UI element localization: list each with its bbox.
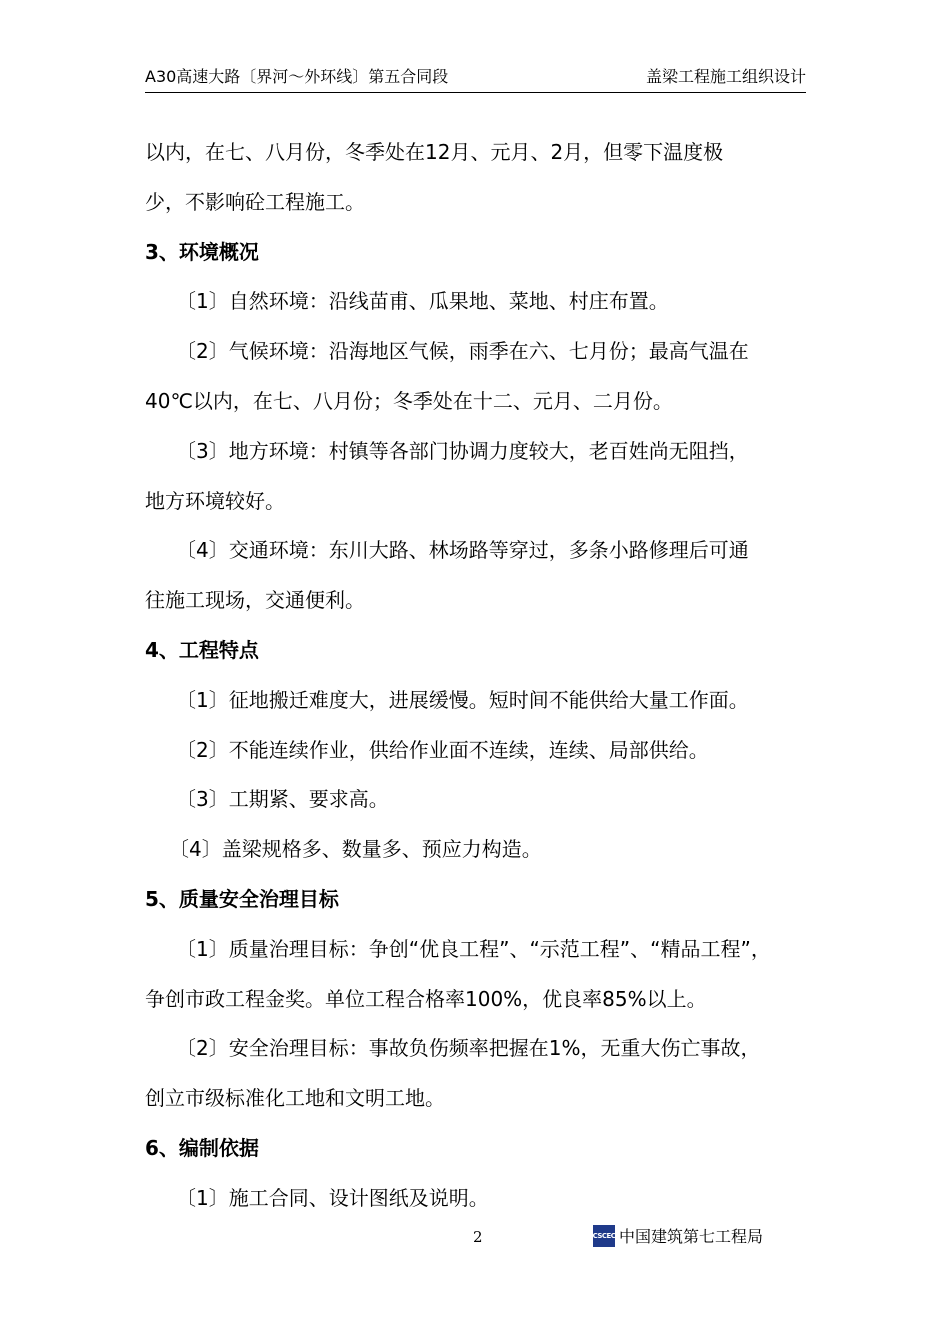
list-item: 〔4〕交通环境：东川大路、林场路等穿过，多条小路修理后可通: [176, 538, 749, 563]
company-logo-icon: CSCEC: [593, 1225, 615, 1247]
page-number: 2: [473, 1228, 483, 1246]
list-item: 〔1〕征地搬迁难度大，进展缓慢。短时间不能供给大量工作面。: [176, 687, 749, 712]
list-item: 〔1〕自然环境：沿线苗甫、瓜果地、菜地、村庄布置。: [176, 289, 669, 314]
list-item: 〔3〕地方环境：村镇等各部门协调力度较大，老百姓尚无阻挡，: [176, 438, 749, 463]
paragraph-line: 往施工现场，交通便利。: [145, 588, 365, 613]
header-project-title: A30高速大路〔界河～外环线〕第五合同段: [145, 67, 449, 86]
paragraph-line: 争创市政工程金奖。单位工程合格率100%，优良率85%以上。: [145, 986, 707, 1011]
company-name: 中国建筑第七工程局: [619, 1227, 764, 1246]
list-item: 〔1〕质量治理目标：争创“优良工程”、“示范工程”、“精品工程”，: [176, 936, 771, 961]
section-heading: 6、编制依据: [145, 1135, 259, 1160]
section-heading: 5、质量安全治理目标: [145, 886, 339, 911]
list-item: 〔4〕盖梁规格多、数量多、预应力构造。: [169, 837, 542, 862]
section-heading: 3、环境概况: [145, 239, 259, 264]
list-item: 〔2〕不能连续作业，供给作业面不连续，连续、局部供给。: [176, 737, 709, 762]
paragraph-line: 以内，在七、八月份，冬季处在12月、元月、2月，但零下温度极: [145, 140, 724, 164]
page-header: [145, 66, 806, 93]
page-footer: [0, 1224, 950, 1260]
document-body: [145, 128, 815, 1224]
paragraph-line: 地方环境较好。: [145, 488, 285, 513]
section-heading: 4、工程特点: [145, 637, 259, 662]
company-branding: [593, 1224, 763, 1247]
list-item: 〔3〕工期紧、要求高。: [176, 787, 389, 812]
paragraph-line: 40℃以内，在七、八月份；冬季处在十二、元月、二月份。: [145, 388, 673, 413]
paragraph-line: 创立市级标准化工地和文明工地。: [145, 1086, 445, 1111]
header-document-title: 盖梁工程施工组织设计: [645, 67, 806, 86]
list-item: 〔1〕施工合同、设计图纸及说明。: [176, 1185, 489, 1210]
list-item: 〔2〕气候环境：沿海地区气候，雨季在六、七月份；最高气温在: [176, 339, 749, 364]
paragraph-line: 少，不影响砼工程施工。: [145, 189, 365, 214]
list-item: 〔2〕安全治理目标：事故负伤频率把握在1%，无重大伤亡事故，: [176, 1036, 761, 1061]
